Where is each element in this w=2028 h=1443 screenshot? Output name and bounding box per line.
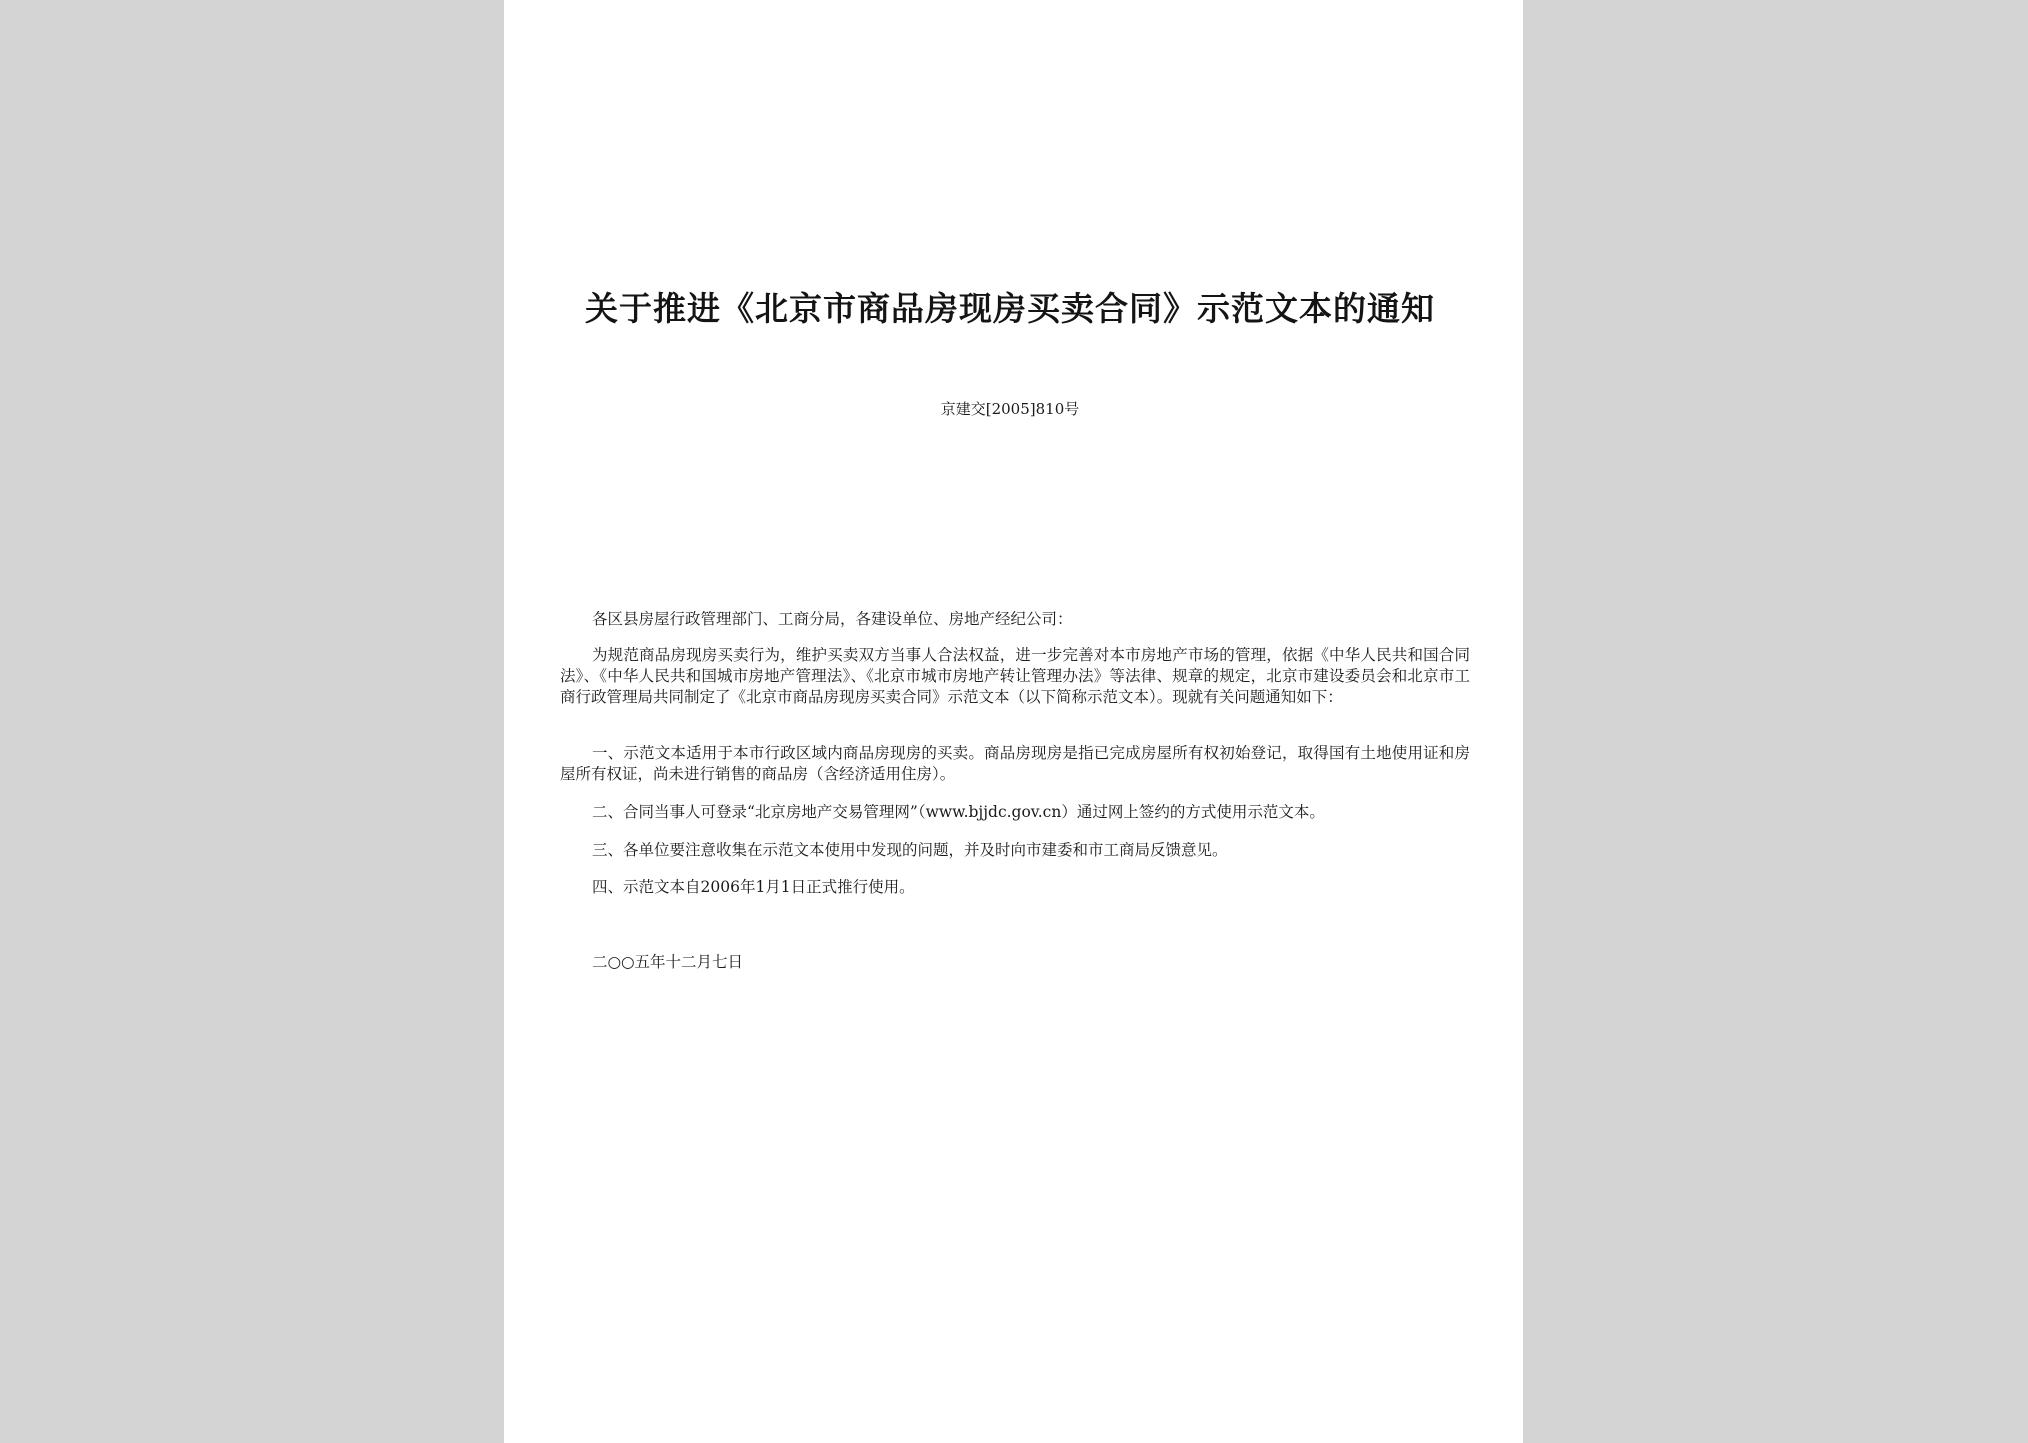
- notice-item-3: 三、各单位要注意收集在示范文本使用中发现的问题，并及时向市建委和市工商局反馈意见。: [592, 841, 1228, 859]
- document-page: [504, 0, 1523, 1443]
- issue-date: 二○○五年十二月七日: [592, 953, 744, 971]
- salutation: 各区县房屋行政管理部门、工商分局，各建设单位、房地产经纪公司：: [592, 610, 1073, 628]
- notice-item-2: 二、合同当事人可登录“北京房地产交易管理网”（www.bjjdc.gov.cn）通过网上签约的方式使用示范文本。: [592, 803, 1325, 821]
- notice-item-1: 一、示范文本适用于本市行政区域内商品房现房的买卖。商品房现房是指已完成房屋所有权初始登记，取得国有土地使用证和房屋所有权证，尚未进行销售的商品房（含经济适用住房）。: [560, 744, 1470, 783]
- document-title: 关于推进《北京市商品房现房买卖合同》示范文本的通知: [585, 289, 1435, 328]
- notice-item-4: 四、示范文本自2006年1月1日正式推行使用。: [592, 878, 915, 896]
- document-number: 京建交[2005]810号: [940, 400, 1080, 418]
- intro-paragraph: 为规范商品房现房买卖行为，维护买卖双方当事人合法权益，进一步完善对本市房地产市场的管理，依据《中华人民共和国合同法》、《中华人民共和国城市房地产管理法》、《北京市城市房地产转让管理办法》等法律、规章的规定，北京市建设委员会和北京市工商行政管理局共同制定了《北京市商品房现房买卖合同》示范文本（以下简称示范文本）。现就有关问题通知如下：: [560, 646, 1470, 706]
